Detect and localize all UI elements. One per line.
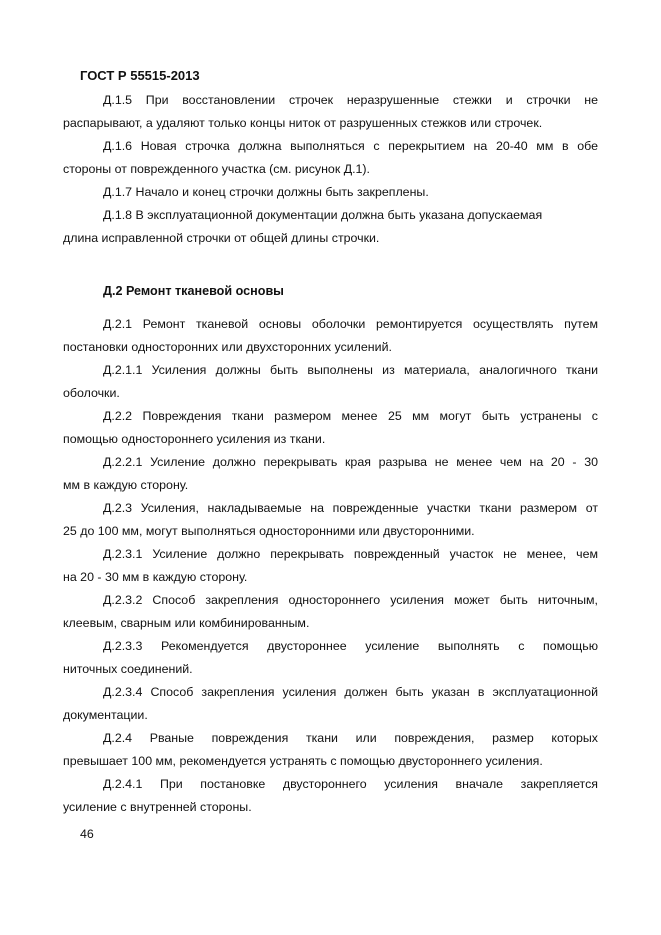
paragraph	[63, 181, 598, 204]
paragraph	[63, 405, 598, 451]
section-1	[63, 89, 598, 250]
text-line: Д.2.1.1 Усиления должны быть выполнены из материала, аналогичного ткани	[103, 363, 598, 377]
paragraph	[63, 727, 598, 773]
document-page	[63, 64, 598, 819]
text-line: на 20 - 30 мм в каждую сторону.	[63, 570, 248, 584]
text-line: мм в каждую сторону.	[63, 478, 189, 492]
paragraph	[63, 451, 598, 497]
document-header: ГОСТ Р 55515-2013	[80, 68, 200, 83]
paragraph	[63, 359, 598, 405]
paragraph	[63, 135, 598, 181]
text-line: Д.2.3.4 Способ закрепления усиления должен быть указан в эксплуатационной	[103, 685, 598, 699]
text-line: усиление с внутренней стороны.	[63, 800, 252, 814]
text-line: Д.2.4 Рваные повреждения ткани или повреждения, размер которых	[103, 731, 598, 745]
text-line: клеевым, сварным или комбинированным.	[63, 616, 310, 630]
text-line: стороны от поврежденного участка (см. рисунок Д.1).	[63, 162, 370, 176]
paragraph	[63, 589, 598, 635]
page-number: 46	[80, 827, 94, 841]
text-line: документации.	[63, 708, 148, 722]
text-line: помощью одностороннего усиления из ткани.	[63, 432, 326, 446]
text-line: Д.2.3.3 Рекомендуется двустороннее усиление выполнять с помощью	[103, 639, 598, 653]
text-line: длина исправленной строчки от общей длины строчки.	[63, 231, 380, 245]
spacer	[63, 250, 598, 280]
section-2	[63, 313, 598, 819]
text-line: ниточных соединений.	[63, 662, 193, 676]
paragraph	[63, 204, 598, 250]
paragraph	[63, 313, 598, 359]
text-line: Д.2.3.2 Способ закрепления одностороннего усиления может быть ниточным,	[103, 593, 598, 607]
paragraph	[63, 773, 598, 819]
paragraph	[63, 497, 598, 543]
text-line: постановки односторонних или двухсторонних усилений.	[63, 340, 392, 354]
section-heading: Д.2 Ремонт тканевой основы	[103, 284, 284, 298]
text-line: Д.2.4.1 При постановке двустороннего усиления вначале закрепляется	[103, 777, 598, 791]
text-line: распарывают, а удаляют только концы ниток от разрушенных стежков или строчек.	[63, 116, 543, 130]
paragraph	[63, 681, 598, 727]
text-line: 25 до 100 мм, могут выполняться односторонними или двусторонними.	[63, 524, 475, 538]
paragraph	[63, 543, 598, 589]
text-line: превышает 100 мм, рекомендуется устранять с помощью двустороннего усиления.	[63, 754, 543, 768]
text-line: Д.1.5 При восстановлении строчек неразрушенные стежки и строчки не	[103, 93, 598, 107]
text-line: Д.1.8 В эксплуатационной документации должна быть указана допускаемая	[103, 208, 543, 222]
text-line: Д.1.6 Новая строчка должна выполняться с перекрытием на 20-40 мм в обе	[103, 139, 598, 153]
paragraph	[63, 89, 598, 135]
paragraph	[63, 635, 598, 681]
text-line: Д.2.3.1 Усиление должно перекрывать поврежденный участок не менее, чем	[103, 547, 598, 561]
text-line: Д.1.7 Начало и конец строчки должны быть закреплены.	[103, 185, 429, 199]
text-line: Д.2.2.1 Усиление должно перекрывать края разрыва не менее чем на 20 - 30	[103, 455, 598, 469]
text-line: Д.2.2 Повреждения ткани размером менее 25 мм могут быть устранены с	[103, 409, 598, 423]
text-line: Д.2.3 Усиления, накладываемые на поврежденные участки ткани размером от	[103, 501, 598, 515]
text-line: Д.2.1 Ремонт тканевой основы оболочки ремонтируется осуществлять путем	[103, 317, 598, 331]
text-line: оболочки.	[63, 386, 120, 400]
